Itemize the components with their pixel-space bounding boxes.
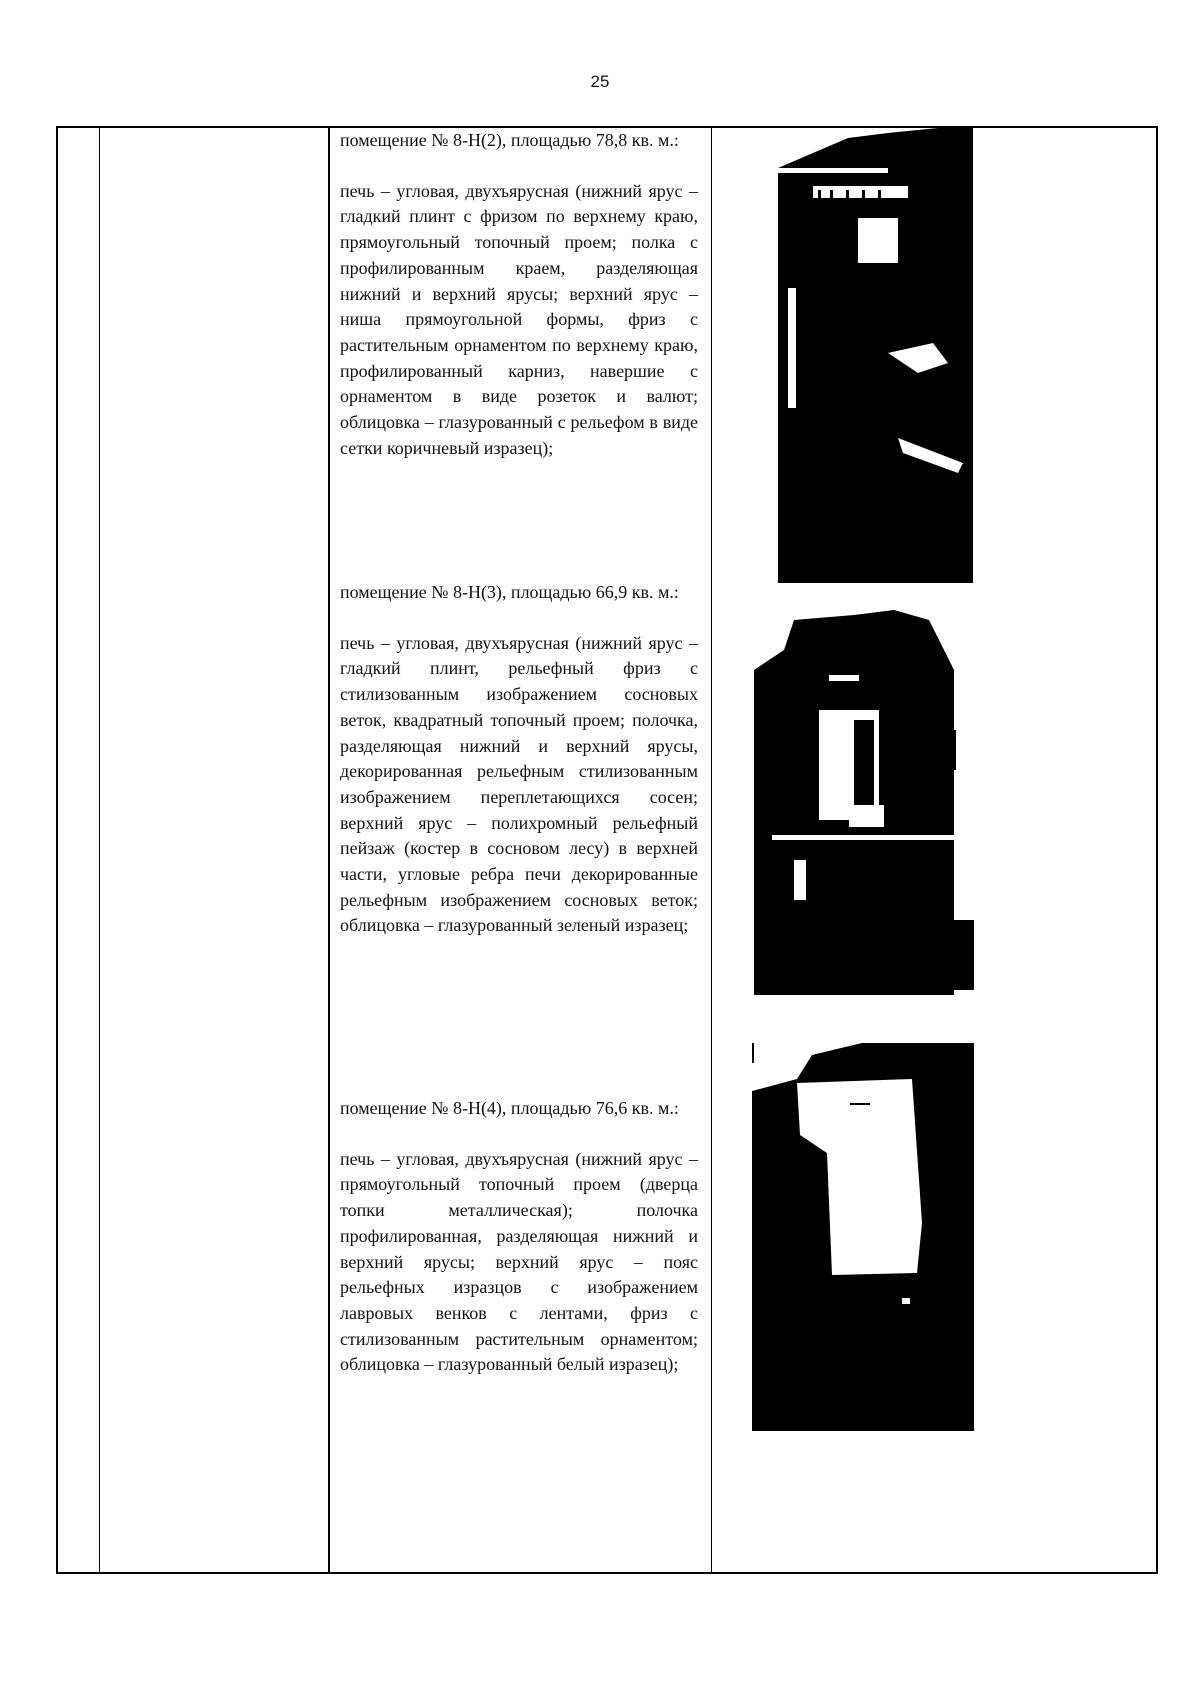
document-table (56, 126, 1158, 1574)
stove-description: печь – угловая, двухъярусная (нижний ярус – гладкий плинт, рельефный фриз с стилизованным изображением сосновых веток, квадратный топочный проем; полочка, разделяющая нижний и верхний ярусы, декорированная рельефным стилизованным изображением переплетающихся сосен; верхний ярус – полихромный рельефный пейзаж (костер в сосновом лесу) в верхней части, угловые ребра печи декорированные рельефным изображением сосновых веток; облицовка – глазурованный зеленый изразец; (340, 632, 698, 936)
entry-room-8n3 (340, 580, 698, 939)
stove-photo-1 (758, 128, 978, 583)
entry-room-8n4 (340, 1096, 698, 1378)
stove-description: печь – угловая, двухъярусная (нижний ярус – гладкий плинт с фризом по верхнему краю, прямоугольный топочный проем; полка с профилированным краем, разделяющая нижний и верхний ярусы; верхний ярус – ниша прямоугольной формы, фриз с растительным орнаментом по верхнему краю, профилированный карниз, навершие с орнаментом в виде розеток и валют; облицовка – глазурованный с рельефом в виде сетки коричневый изразец); (340, 180, 698, 458)
stove-description: печь – угловая, двухъярусная (нижний ярус – прямоугольный топочный проем (дверца топки металлическая); полочка профилированная, разделяющая нижний и верхний ярусы; верхний ярус – пояс рельефных изразцов с изображением лавровых венков с лентами, фриз с стилизованным растительным орнаментом; облицовка – глазурованный белый изразец); (340, 1148, 698, 1375)
page-number: 25 (590, 72, 610, 91)
column-divider (99, 128, 100, 1572)
column-divider (328, 128, 330, 1572)
entry-room-8n2 (340, 128, 698, 461)
room-heading: помещение № 8-Н(2), площадью 78,8 кв. м.: (340, 130, 679, 150)
stove-photo-2 (754, 610, 976, 995)
column-divider (711, 128, 712, 1572)
stove-photo-3 (752, 1043, 974, 1431)
room-heading: помещение № 8-Н(4), площадью 76,6 кв. м.: (340, 1098, 679, 1118)
room-heading: помещение № 8-Н(3), площадью 66,9 кв. м.: (340, 582, 679, 602)
